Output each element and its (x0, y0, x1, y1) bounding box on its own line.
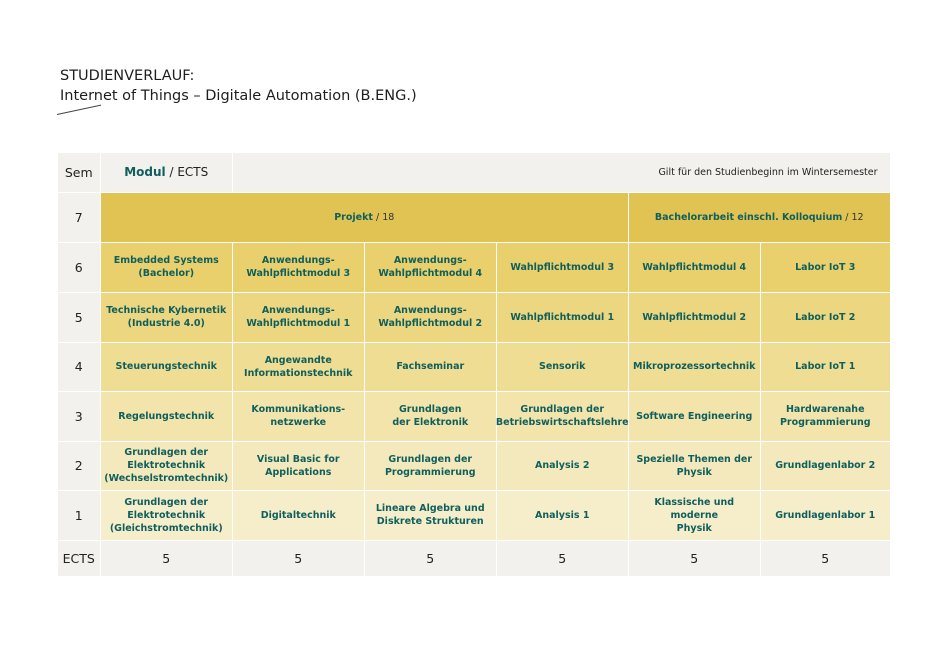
module-label: Anwendungs- Wahlpflichtmodul 1 (246, 305, 351, 330)
module-cell (365, 392, 496, 441)
page-title (60, 66, 417, 106)
module-cell (101, 193, 628, 242)
module-label: Grundlagenlabor 1 (775, 509, 876, 521)
ects-value: 5 (101, 541, 232, 576)
ects-separator: / (372, 211, 383, 223)
module-label: Regelungstechnik (118, 410, 215, 422)
module-cell (365, 293, 496, 342)
module-cell (629, 343, 760, 391)
module-cell (497, 293, 628, 342)
ects-value: 5 (761, 541, 890, 576)
module-label: Anwendungs- Wahlpflichtmodul 2 (378, 305, 483, 330)
module-label: Embedded Systems (Bachelor) (113, 255, 219, 280)
semester-number: 4 (58, 343, 100, 391)
module-label: Wahlpflichtmodul 1 (510, 311, 615, 323)
semester-number: 6 (58, 243, 100, 292)
ects-separator: / (842, 211, 852, 223)
semester-number: 1 (58, 491, 100, 540)
module-label: Visual Basic for Applications (256, 453, 340, 478)
module-label: Anwendungs- Wahlpflichtmodul 3 (246, 255, 351, 280)
module-cell (629, 392, 760, 441)
module-cell (629, 193, 890, 242)
header-modul-label: Modul (124, 164, 166, 179)
header-sem: Sem (58, 153, 100, 192)
module-label: Analysis 2 (535, 460, 590, 472)
module-cell (497, 442, 628, 490)
module-label: Spezielle Themen der Physik (636, 453, 753, 478)
module-cell (233, 343, 364, 391)
semester-number: 7 (58, 193, 100, 242)
module-label: Kommunikations- netzwerke (251, 404, 346, 429)
semester-number: 2 (58, 442, 100, 490)
module-label: Grundlagen der Betriebswirtschaftslehre (495, 404, 629, 429)
module-label: Analysis 1 (535, 509, 590, 521)
module-label: Labor IoT 1 (795, 361, 856, 373)
module-cell (233, 293, 364, 342)
module-cell (365, 243, 496, 292)
module-cell (761, 392, 890, 441)
module-cell (365, 442, 496, 490)
module-cell (101, 293, 232, 342)
module-label: Technische Kybernetik (Industrie 4.0) (106, 305, 227, 330)
module-label: Steuerungstechnik (115, 361, 217, 373)
module-label: Klassische und moderne Physik (654, 496, 735, 534)
module-cell (761, 243, 890, 292)
module-cell (761, 293, 890, 342)
module-label: Bachelorarbeit einschl. Kolloquium (654, 211, 843, 223)
module-label: Mikroprozessortechnik (633, 361, 756, 373)
module-cell (101, 343, 232, 391)
study-plan-table (58, 153, 891, 577)
header-modul-ects (101, 153, 232, 192)
header-slash: / (165, 164, 178, 179)
module-cell (629, 442, 760, 490)
module-cell (101, 491, 232, 540)
module-cell (629, 243, 760, 292)
module-cell (497, 491, 628, 540)
module-cell (365, 491, 496, 540)
module-cell (233, 491, 364, 540)
module-label: Anwendungs- Wahlpflichtmodul 4 (378, 255, 483, 280)
module-cell (629, 293, 760, 342)
module-cell (233, 392, 364, 441)
module-cell (233, 442, 364, 490)
module-label: Grundlagen der Elektronik (392, 404, 469, 429)
module-label: Wahlpflichtmodul 4 (642, 261, 747, 273)
module-label: Labor IoT 3 (795, 261, 856, 273)
module-cell (101, 243, 232, 292)
module-label: Software Engineering (636, 410, 753, 422)
module-label: Grundlagen der Programmierung (384, 453, 476, 478)
module-ects: 18 (382, 211, 395, 223)
header-ects-label: ECTS (177, 164, 209, 179)
module-cell (629, 491, 760, 540)
module-cell (497, 343, 628, 391)
module-cell (233, 243, 364, 292)
module-label: Hardwarenahe Programmierung (779, 404, 871, 429)
module-cell (761, 442, 890, 490)
title-line-1: STUDIENVERLAUF: (60, 68, 195, 84)
module-cell (497, 392, 628, 441)
module-label: Digitaltechnik (260, 509, 336, 521)
header-note: Gilt für den Studienbeginn im Wintersemester (233, 153, 890, 192)
module-cell (365, 343, 496, 391)
ects-value: 5 (629, 541, 760, 576)
module-label: Labor IoT 2 (795, 311, 856, 323)
module-label: Grundlagen der Elektrotechnik (Gleichstromtechnik) (109, 496, 223, 534)
module-cell (101, 442, 232, 490)
module-label: Grundlagen der Elektrotechnik (Wechselstromtechnik) (104, 447, 229, 485)
module-cell (497, 243, 628, 292)
module-label: Projekt (334, 211, 373, 223)
module-label: Sensorik (539, 361, 586, 373)
module-cell (761, 491, 890, 540)
ects-value: 5 (233, 541, 364, 576)
module-label: Fachseminar (396, 361, 465, 373)
module-label: Grundlagenlabor 2 (775, 460, 876, 472)
module-label: Angewandte Informationstechnik (244, 354, 353, 379)
semester-number: 3 (58, 392, 100, 441)
decorative-rule (57, 105, 101, 115)
module-label: Wahlpflichtmodul 3 (510, 261, 615, 273)
module-label: Lineare Algebra und Diskrete Strukturen (375, 503, 485, 528)
semester-number: 5 (58, 293, 100, 342)
module-label: Wahlpflichtmodul 2 (642, 311, 747, 323)
ects-value: 5 (497, 541, 628, 576)
module-cell (761, 343, 890, 391)
title-line-2: Internet of Things – Digitale Automation (B.ENG.) (60, 88, 417, 104)
ects-row-label: ECTS (58, 541, 100, 576)
module-cell (101, 392, 232, 441)
module-ects: 12 (851, 211, 864, 223)
ects-value: 5 (365, 541, 496, 576)
